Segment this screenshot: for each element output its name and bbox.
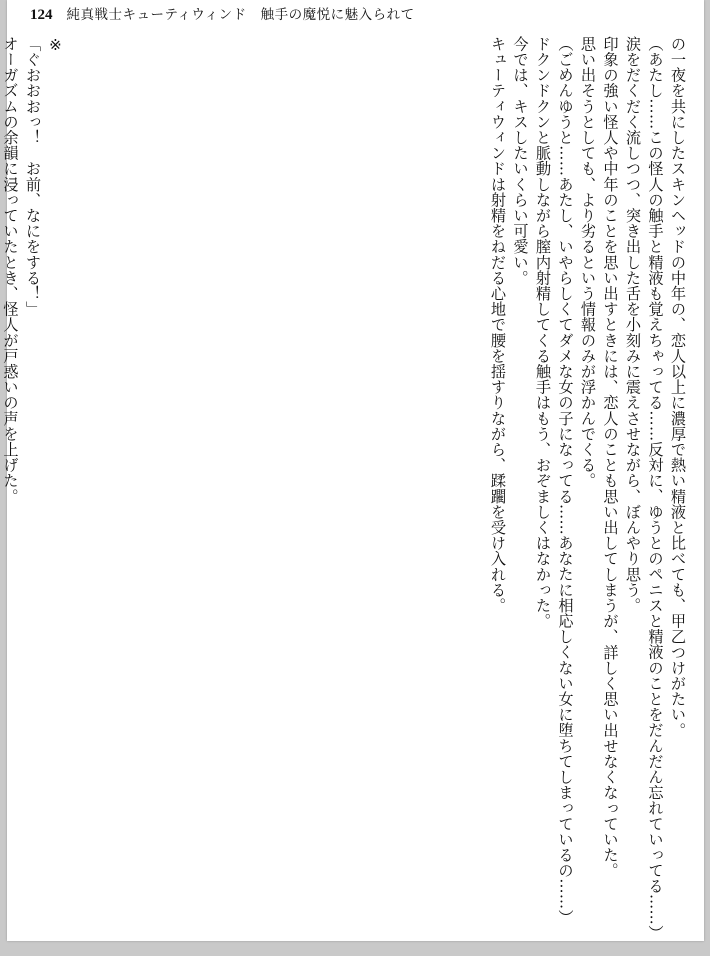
scene-break-mark: ※ bbox=[46, 36, 65, 55]
text-line: 印象の強い怪人や中年のことを思い出すときには、恋人のことも思い出してしまうが、詳しく思い出せなくなっていた。 bbox=[601, 36, 620, 879]
text-line: オーガズムの余韻に浸っていたとき、怪人が戸惑いの声を上げた。 bbox=[1, 36, 20, 504]
text-line: ドクンドクンと脈動しながら膣内射精してくる触手はもう、おぞましくはなかった。 bbox=[534, 36, 552, 629]
text-line: 「ぐおおおっ！ お前、なにをする！」 bbox=[24, 36, 42, 317]
text-line: 思い出そうとしても、より劣るという情報のみが浮かんでくる。 bbox=[579, 36, 597, 489]
text-line: （あたし……この怪人の触手と精液も覚えちゃってる……反対に、ゆうとのペニスと精液のことをだんだん忘れていってる……） bbox=[646, 36, 665, 941]
page-header bbox=[30, 3, 415, 25]
text-line: （ごめんゆうと……あたし、いやらしくてダメな女の子になってる……あなたに相応しくない女に堕ちてしまっているの……） bbox=[556, 36, 575, 926]
text-line: 今では、キスしたいくらい可愛い。 bbox=[511, 36, 530, 286]
book-page bbox=[1, 0, 704, 941]
running-title: 純真戦士キューティウィンド 触手の魔悦に魅入られて bbox=[66, 7, 415, 23]
text-line: キューティウィンドは射精をねだる心地で腰を揺すりながら、蹂躙を受け入れる。 bbox=[489, 36, 507, 614]
vertical-body-text bbox=[1, 36, 689, 941]
page-number: 124 bbox=[30, 7, 53, 23]
text-line: 涙をだくだく流しつつ、突き出した舌を小刻みに震えさせながら、ぼんやり思う。 bbox=[624, 36, 642, 614]
text-line: の一夜を共にしたスキンヘッドの中年の、恋人以上に濃厚で熱い精液と比べても、甲乙つけがたい。 bbox=[669, 36, 687, 738]
